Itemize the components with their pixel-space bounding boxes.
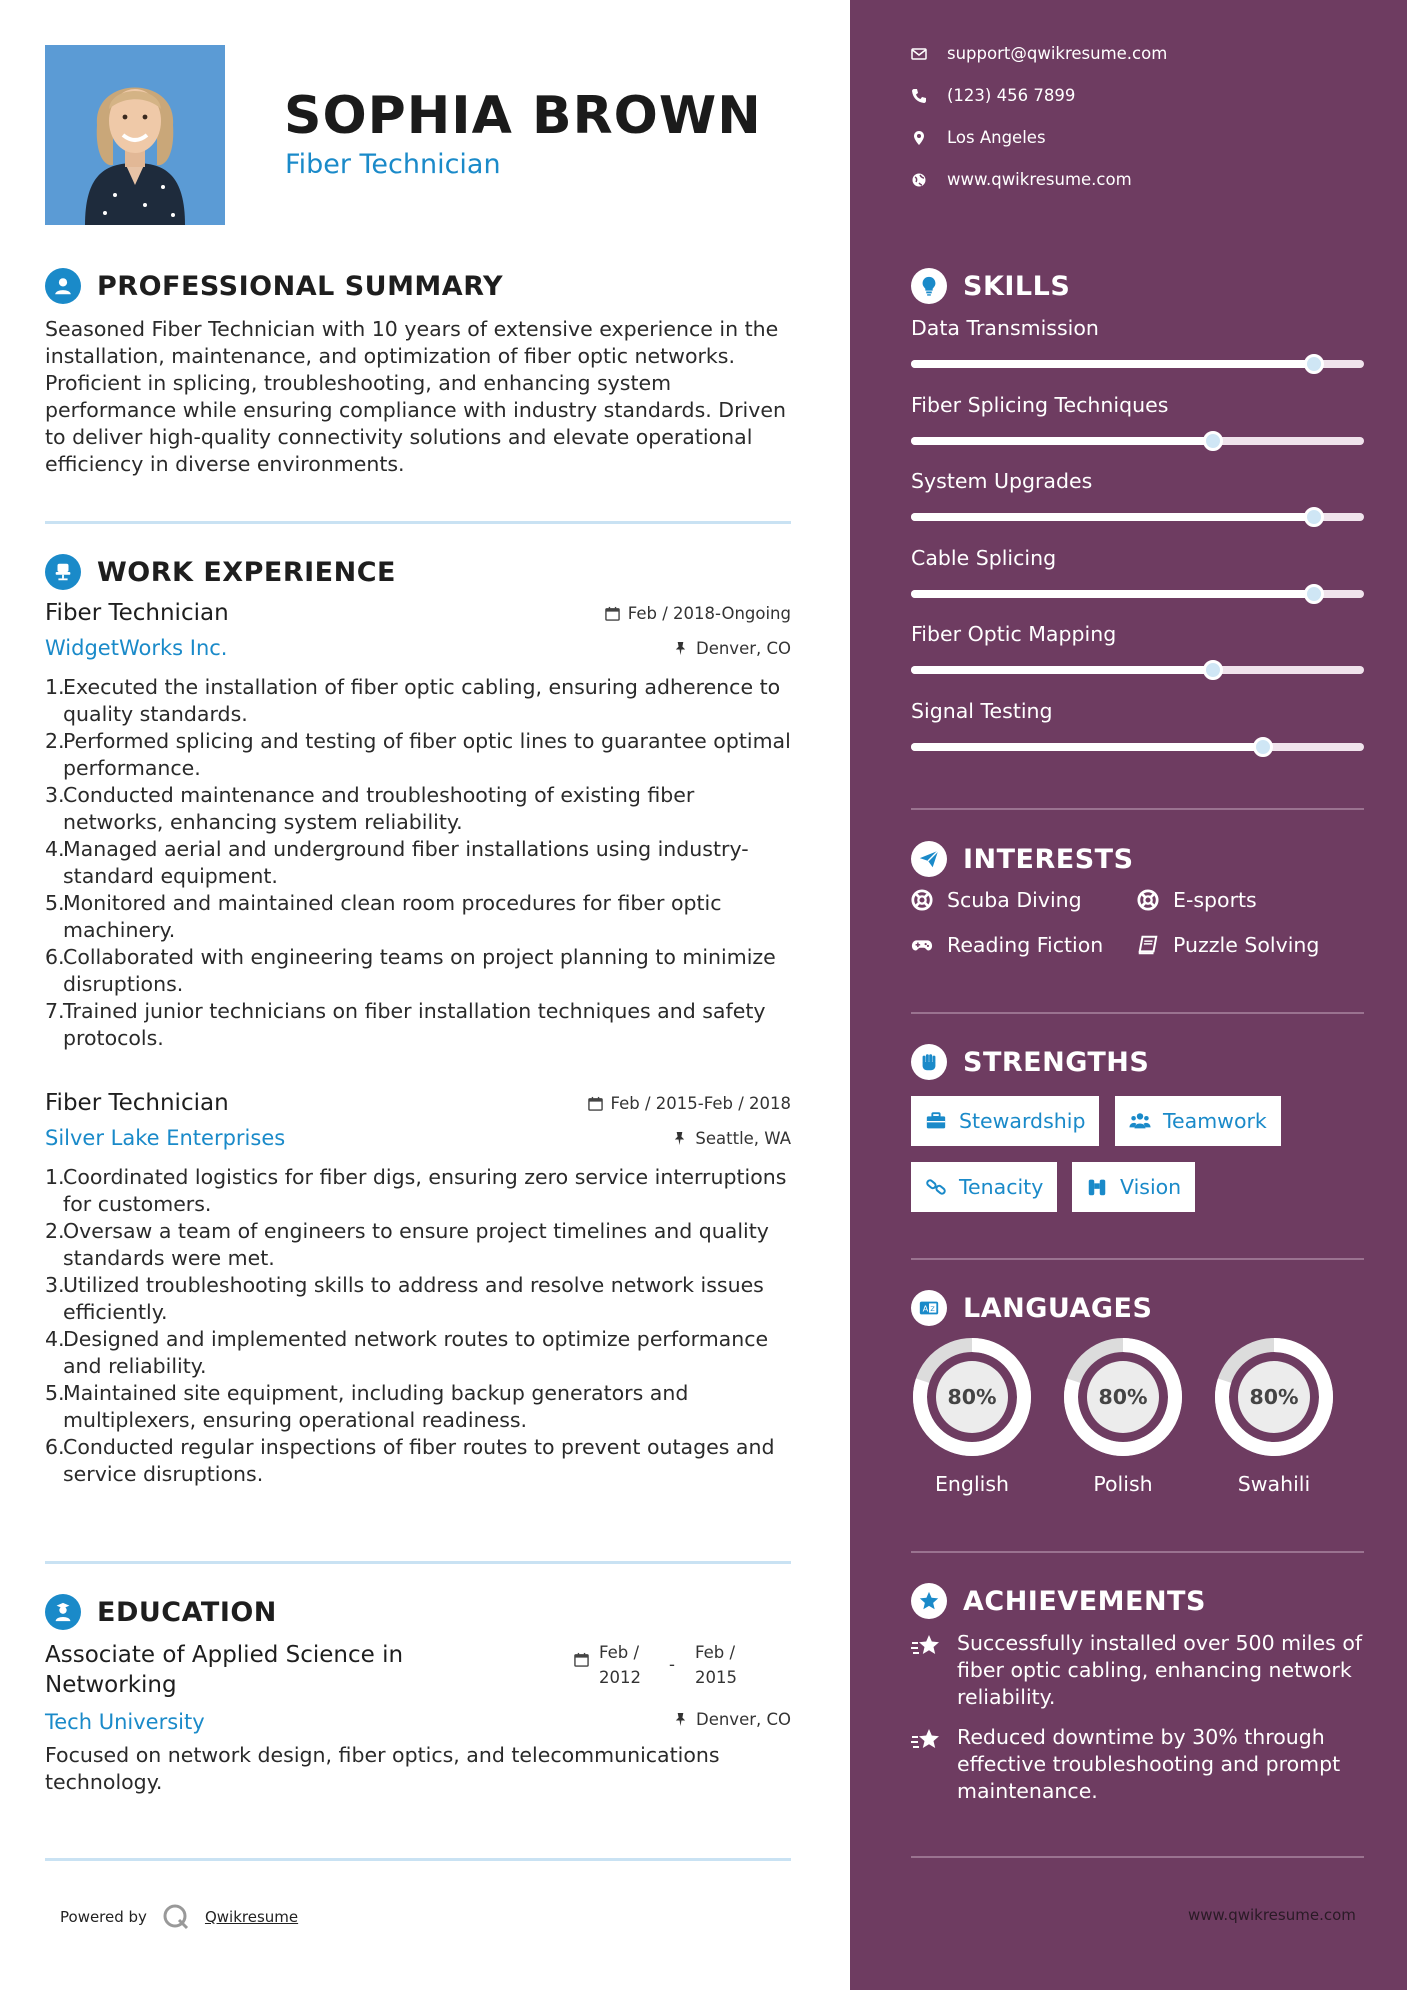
language-ring [1213, 1336, 1335, 1458]
pin-icon [673, 641, 688, 656]
profile-photo [45, 45, 225, 225]
skill-bar-fill [911, 513, 1314, 521]
language-name: English [934, 1472, 1010, 1496]
office-chair-icon [45, 554, 81, 590]
education-description: Focused on network design, fiber optics, and telecommunications technology. [45, 1743, 720, 1794]
skill-bar-knob [1304, 354, 1324, 374]
lifebuoy-icon [1137, 889, 1159, 911]
skill-name: Signal Testing [911, 698, 1053, 723]
gamepad-icon [911, 934, 933, 956]
skill-bar-fill [911, 360, 1314, 368]
calendar-icon [605, 606, 620, 621]
map-marker-icon [911, 130, 927, 146]
qwikresume-link[interactable]: Qwikresume [204, 1908, 299, 1926]
divider [911, 1551, 1364, 1553]
binoculars-icon [1086, 1176, 1108, 1198]
candidate-title: Fiber Technician [285, 149, 501, 180]
achievements-heading-text: ACHIEVEMENTS [963, 1585, 1206, 1617]
job-entry [45, 600, 791, 1052]
skill-item [911, 622, 1364, 674]
user-icon [45, 268, 81, 304]
language-item [1213, 1336, 1335, 1496]
language-name: Swahili [1237, 1472, 1311, 1496]
language-name: Polish [1093, 1472, 1153, 1496]
education-start: Feb / 2012 [599, 1643, 642, 1687]
experience-heading [45, 554, 396, 590]
job-title: Fiber Technician [45, 600, 229, 626]
skill-bar [911, 360, 1364, 368]
interest-item: Puzzle Solving [1137, 933, 1319, 957]
degree: Associate of Applied Science in Networking [45, 1642, 404, 1698]
strengths-heading-text: STRENGTHS [963, 1046, 1150, 1078]
calendar-icon [574, 1652, 589, 1667]
skill-bar [911, 437, 1364, 445]
skill-name: Fiber Splicing Techniques [911, 392, 1169, 417]
globe-icon [911, 172, 927, 188]
skill-bar-knob [1304, 584, 1324, 604]
strength-tag: Stewardship [911, 1096, 1099, 1146]
lightbulb-icon [911, 268, 947, 304]
language-percent: 80% [1098, 1385, 1148, 1409]
phone-icon [911, 88, 927, 104]
list-item: Oversaw a team of engineers to ensure project timelines and quality standards were met. [63, 1219, 769, 1270]
contact-website[interactable]: www.qwikresume.com [911, 170, 1132, 189]
skill-name: Cable Splicing [911, 545, 1057, 570]
interests-heading-text: INTERESTS [963, 843, 1134, 875]
language-percent: 80% [947, 1385, 997, 1409]
shooting-star-icon [911, 1630, 943, 1662]
job-dates: Feb / 2018-Ongoing [605, 604, 791, 623]
summary-text: Seasoned Fiber Technician with 10 years of extensive experience in the installation, maintenance, and optimization of fiber optic networks. Proficient in splicing, troubleshooting, and enhancing system performance while ensuring compliance with industry standards. Driven to deliver high-quality connectivity solutions and elevate operational efficiency in diverse environments. [45, 317, 786, 476]
skill-name: Data Transmission [911, 316, 1099, 340]
job-dates: Feb / 2015-Feb / 2018 [588, 1094, 791, 1113]
skill-bar [911, 590, 1364, 598]
interest-item: Scuba Diving [911, 888, 1082, 912]
strengths-heading [911, 1044, 1149, 1080]
fist-icon [911, 1044, 947, 1080]
contact-email[interactable]: support@qwikresume.com [911, 44, 1167, 63]
skill-bar-fill [911, 590, 1314, 598]
divider [45, 521, 791, 524]
skill-bar [911, 513, 1364, 521]
skill-item [911, 316, 1364, 368]
pin-icon [673, 1712, 688, 1727]
education-dates [574, 1640, 755, 1690]
list-item: Maintained site equipment, including backup generators and multiplexers, ensuring operational readiness. [63, 1381, 689, 1432]
paper-plane-icon [911, 841, 947, 877]
envelope-icon [911, 46, 927, 62]
list-item: Coordinated logistics for fiber digs, ensuring zero service interruptions for customers. [63, 1165, 787, 1216]
translate-icon [911, 1290, 947, 1326]
skill-name: Fiber Optic Mapping [911, 622, 1117, 646]
achievement-item: Reduced downtime by 30% through effective troubleshooting and prompt maintenance. [911, 1724, 1371, 1805]
skill-item [911, 469, 1364, 521]
interests-heading [911, 841, 1134, 877]
divider [911, 1856, 1364, 1858]
job-location: Seattle, WA [672, 1129, 791, 1148]
job-company: Silver Lake Enterprises [45, 1126, 286, 1150]
interest-item: E-sports [1137, 888, 1257, 912]
lifebuoy-icon [911, 889, 933, 911]
skill-item [911, 546, 1364, 598]
skills-heading-text: SKILLS [963, 270, 1071, 302]
users-icon [1129, 1110, 1151, 1132]
calendar-icon [588, 1096, 603, 1111]
pin-icon [672, 1131, 687, 1146]
achievement-item: Successfully installed over 500 miles of fiber optic cabling, enhancing network reliability. [911, 1630, 1371, 1711]
list-item: Conducted regular inspections of fiber routes to prevent outages and service disruptions. [63, 1435, 775, 1486]
list-item: Collaborated with engineering teams on project planning to minimize disruptions. [63, 945, 776, 996]
experience-heading-text: WORK EXPERIENCE [97, 556, 396, 588]
divider [911, 1258, 1364, 1260]
skill-bar [911, 743, 1364, 751]
language-item [1062, 1336, 1184, 1496]
skill-bar-fill [911, 437, 1213, 445]
languages-heading-text: LANGUAGES [963, 1292, 1153, 1324]
star-icon [911, 1583, 947, 1619]
languages-heading [911, 1290, 1152, 1326]
list-item: Utilized troubleshooting skills to address and resolve network issues efficiently. [63, 1273, 764, 1324]
qwikresume-logo-icon [161, 1902, 191, 1932]
strength-tag: Tenacity [911, 1162, 1057, 1212]
skill-bar [911, 666, 1364, 674]
skill-bar-knob [1203, 431, 1223, 451]
candidate-name: SOPHIA BROWN [284, 86, 762, 146]
language-percent: 80% [1249, 1385, 1299, 1409]
strength-tag: Vision [1072, 1162, 1195, 1212]
education-location: Denver, CO [673, 1710, 791, 1729]
contact-phone[interactable]: (123) 456 7899 [911, 86, 1075, 105]
language-ring [1062, 1336, 1184, 1458]
summary-heading [45, 268, 503, 304]
job-company: WidgetWorks Inc. [45, 636, 228, 660]
divider [45, 1858, 791, 1861]
education-entry [45, 1640, 791, 1796]
language-ring [911, 1336, 1033, 1458]
date-separator: - [669, 1655, 675, 1674]
job-bullets [45, 674, 791, 1052]
education-heading [45, 1594, 277, 1630]
skill-bar-knob [1203, 660, 1223, 680]
strength-tag: Teamwork [1115, 1096, 1281, 1146]
skill-item [911, 699, 1364, 751]
list-item: Monitored and maintained clean room procedures for fiber optic machinery. [63, 891, 722, 942]
skill-bar-knob [1304, 507, 1324, 527]
education-heading-text: EDUCATION [97, 1596, 277, 1628]
list-item: Performed splicing and testing of fiber optic lines to guarantee optimal performance. [63, 729, 791, 780]
svg-text:Z: Z [930, 1305, 935, 1314]
job-entry [45, 1090, 791, 1488]
skill-name: System Upgrades [911, 469, 1093, 493]
job-bullets [45, 1164, 791, 1488]
shooting-star-icon [911, 1724, 943, 1756]
list-item: Managed aerial and underground fiber installations using industry-standard equipment. [63, 837, 749, 888]
powered-by: Powered by Qwikresume [60, 1902, 298, 1932]
summary-heading-text: PROFESSIONAL SUMMARY [97, 270, 504, 302]
divider [45, 1561, 791, 1564]
interest-item: Reading Fiction [911, 933, 1103, 957]
footer-url[interactable]: www.qwikresume.com [1188, 1906, 1356, 1924]
skill-bar-knob [1253, 737, 1273, 757]
graduate-icon [45, 1594, 81, 1630]
achievements-heading [911, 1583, 1206, 1619]
divider [911, 808, 1364, 810]
list-item: Designed and implemented network routes to optimize performance and reliability. [63, 1327, 769, 1378]
job-location: Denver, CO [673, 639, 791, 658]
divider [911, 1012, 1364, 1014]
sidebar [850, 0, 1407, 1990]
svg-text:A: A [922, 1303, 929, 1314]
school-name: Tech University [45, 1710, 205, 1734]
book-icon [1137, 934, 1159, 956]
list-item: Executed the installation of fiber optic cabling, ensuring adherence to quality standards. [63, 675, 781, 726]
skill-bar-fill [911, 666, 1213, 674]
skill-item [911, 393, 1364, 445]
job-title: Fiber Technician [45, 1090, 229, 1116]
list-item: Trained junior technicians on fiber installation techniques and safety protocols. [63, 999, 766, 1050]
language-item [911, 1336, 1033, 1496]
skill-bar-fill [911, 743, 1263, 751]
contact-location: Los Angeles [911, 128, 1046, 147]
education-end: Feb / 2015 [695, 1643, 737, 1687]
briefcase-icon [925, 1110, 947, 1132]
list-item: Conducted maintenance and troubleshooting of existing fiber networks, enhancing system reliability. [63, 783, 695, 834]
skills-heading [911, 268, 1070, 304]
link-icon [925, 1176, 947, 1198]
